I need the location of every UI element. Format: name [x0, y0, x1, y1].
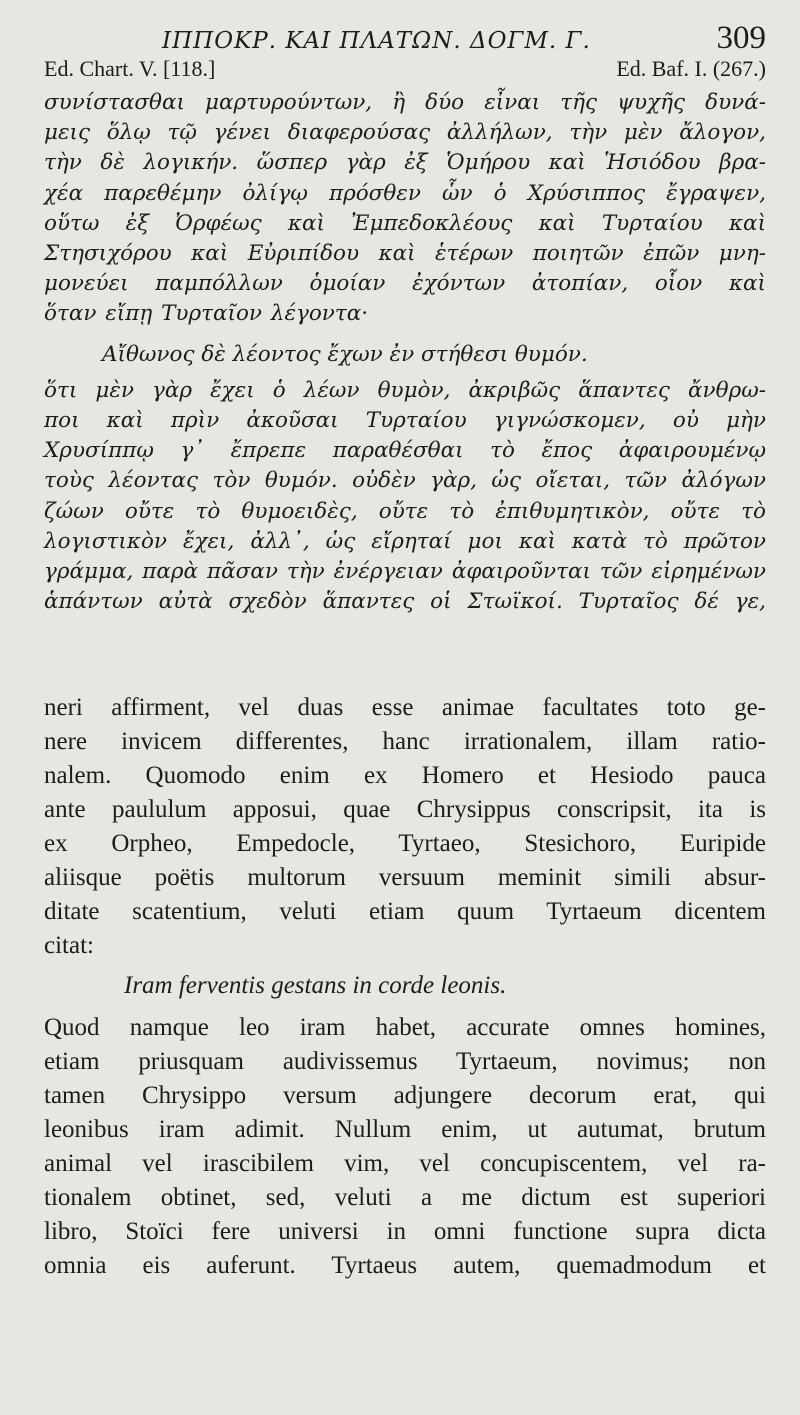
greek-line: ζώων οὔτε τὸ θυμοειδὲς, οὔτε τὸ ἐπιθυμητικὸν, οὔτε τὸ — [44, 498, 766, 524]
latin-line: ditate scatentium, veluti etiam quum Tyrtaeum dicentem — [44, 898, 766, 926]
latin-line: aliisque poëtis multorum versuum meminit simili absur- — [44, 864, 766, 892]
greek-line: ποι καὶ πρὶν ἀκοῦσαι Τυρταίου γιγνώσκομεν, οὐ μὴν — [44, 408, 766, 434]
latin-line: libro, Stoïci fere universi in omni functione supra dicta — [44, 1218, 766, 1246]
greek-line: ἁπάντων αὐτὰ σχεδὸν ἅπαντες οἱ Στωϊκοί. Τυρταῖος δέ γε, — [44, 589, 766, 615]
latin-line: ante paululum apposui, quae Chrysippus conscripsit, ita is — [44, 796, 766, 824]
greek-paragraph-2 — [44, 376, 766, 618]
latin-line: animal vel irascibilem vim, vel concupiscentem, vel ra- — [44, 1150, 766, 1178]
greek-line: χέα παρεθέμην ὀλίγῳ πρόσθεν ὧν ὁ Χρύσιππος ἔγραψεν, — [44, 180, 766, 206]
latin-line: nere invicem differentes, hanc irrationalem, illam ratio- — [44, 728, 766, 756]
greek-line: συνίστασθαι μαρτυρούντων, ἢ δύο εἶναι τῆς ψυχῆς δυνά- — [44, 90, 766, 115]
greek-line: οὕτω ἐξ Ὀρφέως καὶ Ἐμπεδοκλέους καὶ Τυρταίου καὶ — [44, 210, 766, 236]
greek-line: γράμμα, παρὰ πᾶσαν τὴν ἐνέργειαν ἀφαιροῦνται τῶν εἰρημένων — [44, 559, 766, 585]
latin-line: neri affirment, vel duas esse animae facultates toto ge- — [44, 694, 766, 722]
latin-line: tamen Chrysippo versum adjungere decorum erat, qui — [44, 1082, 766, 1110]
greek-paragraph-1 — [44, 88, 766, 330]
greek-line: ὅτι μὲν γὰρ ἔχει ὁ λέων θυμὸν, ἀκριβῶς ἅπαντες ἄνθρω- — [44, 377, 766, 403]
latin-paragraph-1 — [44, 691, 766, 963]
latin-line: etiam priusquam audivissemus Tyrtaeum, novimus; non — [44, 1048, 766, 1076]
greek-verse-quote: Αἴθωνος δὲ λέοντος ἔχων ἐν στήθεσι θυμόν. — [102, 341, 588, 367]
edition-reference-chartier: Ed. Chart. V. [118.] — [44, 56, 216, 81]
edition-reference-basel: Ed. Baf. I. (267.) — [616, 56, 766, 81]
latin-line: Quod namque leo iram habet, accurate omnes homines, — [44, 1014, 766, 1042]
latin-text — [44, 691, 766, 1283]
latin-line: ex Orpheo, Empedocle, Tyrtaeo, Stesichoro, Euripide — [44, 830, 766, 858]
latin-line: citat: — [44, 932, 94, 960]
greek-line: μονεύει παμπόλλων ὁμοίαν ἐχόντων ἀτοπίαν, οἷον καὶ — [44, 271, 766, 297]
latin-line: leonibus iram adimit. Nullum enim, ut autumat, brutum — [44, 1116, 766, 1144]
running-head — [44, 14, 766, 56]
greek-line: μεις ὅλῳ τῷ γένει διαφερούσας ἀλλήλων, τὴν μὲν ἄλογον, — [44, 120, 766, 146]
latin-line: nalem. Quomodo enim ex Homero et Hesiodo pauca — [44, 762, 766, 790]
edition-reference-line — [44, 56, 766, 88]
latin-line: tionalem obtinet, sed, veluti a me dictum est superiori — [44, 1184, 766, 1212]
greek-line: τοὺς λέοντας τὸν θυμόν. οὐδὲν γὰρ, ὡς οἴεται, τῶν ἀλόγων — [44, 468, 766, 494]
latin-paragraph-2 — [44, 1011, 766, 1283]
greek-line: Στησιχόρου καὶ Εὐριπίδου καὶ ἑτέρων ποιητῶν ἐπῶν μνη- — [44, 241, 766, 267]
greek-line: ὅταν εἴπῃ Τυρταῖον λέγοντα· — [44, 301, 369, 327]
page-number: 309 — [716, 20, 766, 56]
greek-text — [44, 88, 766, 617]
running-title: ΙΠΠΟΚΡ. ΚΑΙ ΠΛΑΤΩΝ. ΔΟΓΜ. Γ. — [162, 28, 591, 54]
greek-line: λογιστικὸν ἔχει, ἀλλ᾽, ὡς εἴρηταί μοι καὶ κατὰ τὸ πρῶτον — [44, 528, 766, 554]
latin-verse-quote: Iram ferventis gestans in corde leonis. — [124, 972, 507, 1000]
greek-line: Χρυσίππῳ γ᾽ ἔπρεπε παραθέσθαι τὸ ἔπος ἀφαιρουμένῳ — [44, 438, 766, 464]
greek-line: τὴν δὲ λογικήν. ὥσπερ γὰρ ἐξ Ὁμήρου καὶ Ἡσιόδου βρα- — [44, 150, 766, 176]
latin-line: omnia eis auferunt. Tyrtaeus autem, quemadmodum et — [44, 1252, 766, 1280]
column-gap — [44, 617, 766, 691]
